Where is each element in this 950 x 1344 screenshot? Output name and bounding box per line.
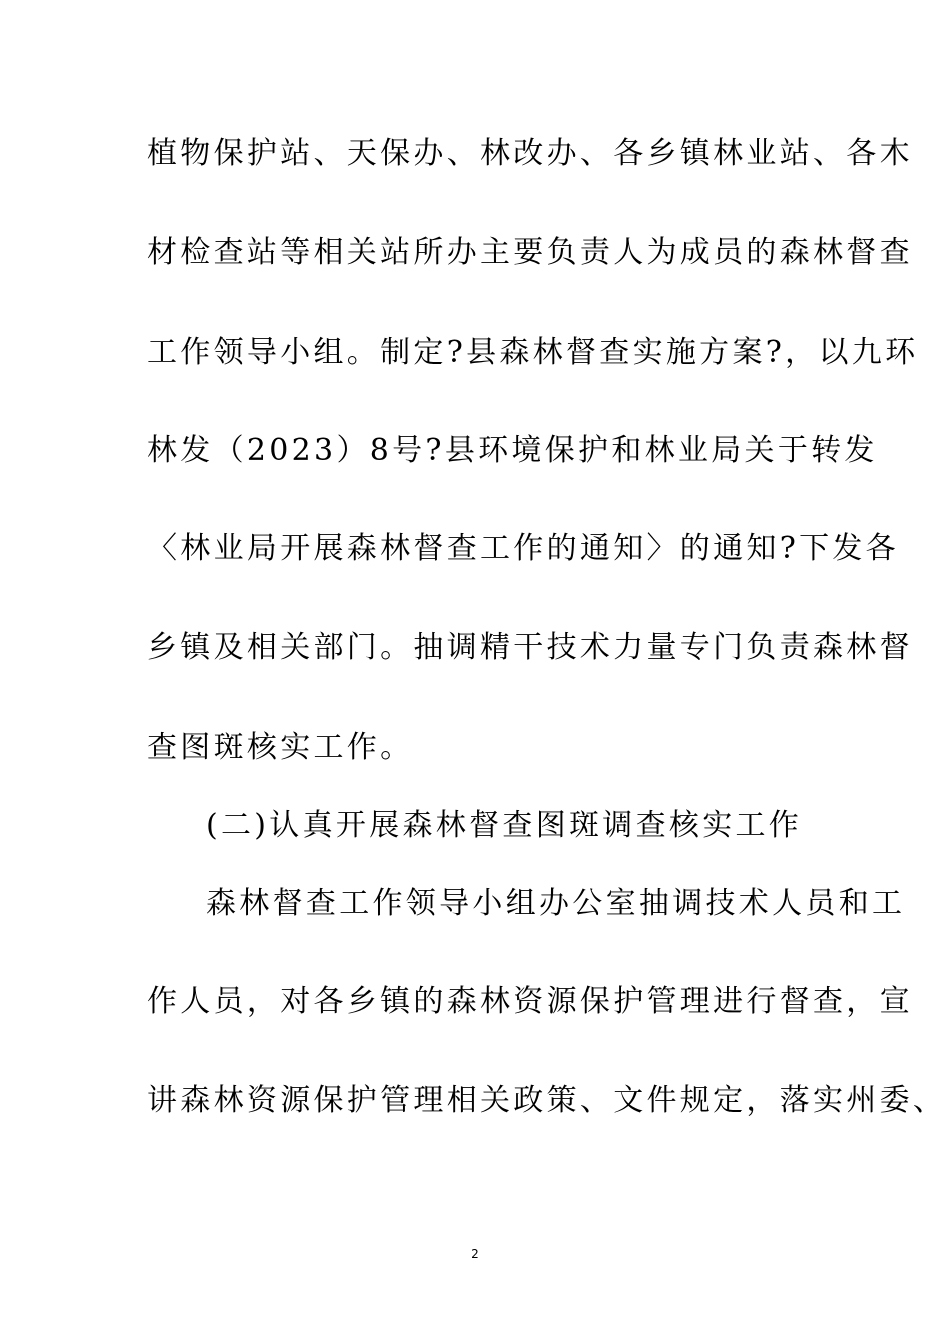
body-text-line: 植物保护站、天保办、林改办、各乡镇林业站、各木 (147, 136, 913, 171)
body-text-line: 作人员，对各乡镇的森林资源保护管理进行督查，宣 (147, 984, 913, 1019)
body-text-line: 林发（2023）8号?县环境保护和林业局关于转发 (147, 433, 878, 468)
body-text-line: 查图斑核实工作。 (147, 730, 414, 765)
body-text-line: 讲森林资源保护管理相关政策、文件规定，落实州委、 (147, 1083, 947, 1118)
paragraph-first-line: 森林督查工作领导小组办公室抽调技术人员和工 (206, 886, 906, 921)
body-text-line: 〈林业局开展森林督查工作的通知〉的通知?下发各 (147, 531, 899, 566)
page-number: 2 (471, 1247, 479, 1261)
body-text-line: 乡镇及相关部门。抽调精干技术力量专门负责森林督 (147, 630, 913, 665)
body-text-line: 工作领导小组。制定?县森林督查实施方案?，以九环 (147, 335, 919, 370)
section-heading: (二)认真开展森林督查图斑调查核实工作 (206, 808, 803, 843)
body-text-line: 材检查站等相关站所办主要负责人为成员的森林督查 (147, 235, 913, 270)
